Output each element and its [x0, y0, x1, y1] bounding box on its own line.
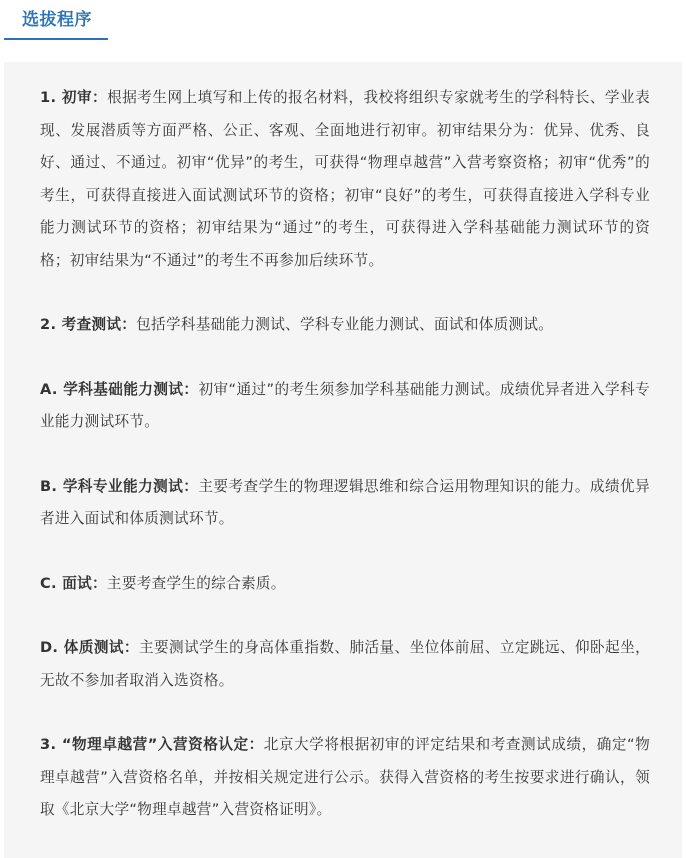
paragraph-text: 初审“通过”的考生须参加学科基础能力测试。成绩优异者进入学科专业能力测试环节。 — [40, 380, 650, 430]
paragraph-label: C. 面试： — [40, 574, 107, 592]
paragraph-text: 根据考生网上填写和上传的报名材料，我校将组织专家就考生的学科特长、学业表现、发展潜质等方面严格、公正、客观、全面地进行初审。初审结果分为：优异、优秀、良好、通过、不通过。初审“优异”的考生，可获得“物理卓越营”入营考察资格；初审“优秀”的考生，可获得直接进入面试测试环节的资格；初审“良好”的考生，可获得直接进入学科专业能力测试环节的资格；初审结果为“通过”的考生，可获得进入学科基础能力测试环节的资格；初审结果为“不通过”的考生不再参加后续环节。 — [40, 89, 650, 269]
paragraph-label: 3. “物理卓越营”入营资格认定： — [40, 736, 264, 753]
paragraph-text: 北京大学将根据初审的评定结果和考查测试成绩，确定“物理卓越营”入营资格名单，并按相关规定进行公示。获得入营资格的考生按要求进行确认，领取《北京大学“物理卓越营”入营资格证明》。 — [40, 736, 650, 818]
paragraph-label: 1. 初审： — [40, 89, 108, 106]
paragraph-professional-ability-test — [40, 471, 650, 536]
paragraph-text: 主要测试学生的身高体重指数、肺活量、坐位体前屈、立定跳远、仰卧起坐，无故不参加者取消入选资格。 — [40, 639, 651, 689]
paragraph-camp-qualification — [40, 729, 650, 827]
paragraph-label: A. 学科基础能力测试： — [40, 380, 199, 398]
paragraph-text: 主要考查学生的综合素质。 — [106, 574, 286, 592]
paragraph-text: 主要考查学生的物理逻辑思维和综合运用物理知识的能力。成绩优异者进入面试和体质测试环节。 — [40, 477, 650, 527]
title-underline — [4, 38, 108, 40]
section-header — [0, 0, 686, 44]
paragraph-interview — [40, 568, 650, 601]
content-panel — [4, 62, 682, 858]
paragraph-physical-test — [40, 632, 650, 697]
paragraph-label: D. 体质测试： — [40, 639, 139, 656]
paragraph-text: 包括学科基础能力测试、学科专业能力测试、面试和体质测试。 — [136, 316, 554, 333]
paragraph-basic-ability-test — [40, 374, 650, 439]
paragraph-label: B. 学科专业能力测试： — [40, 477, 199, 495]
section-title: 选拔程序 — [22, 10, 92, 30]
paragraph-assessment — [40, 309, 650, 342]
paragraph-initial-review — [40, 82, 650, 277]
paragraph-label: 2. 考查测试： — [40, 316, 137, 333]
